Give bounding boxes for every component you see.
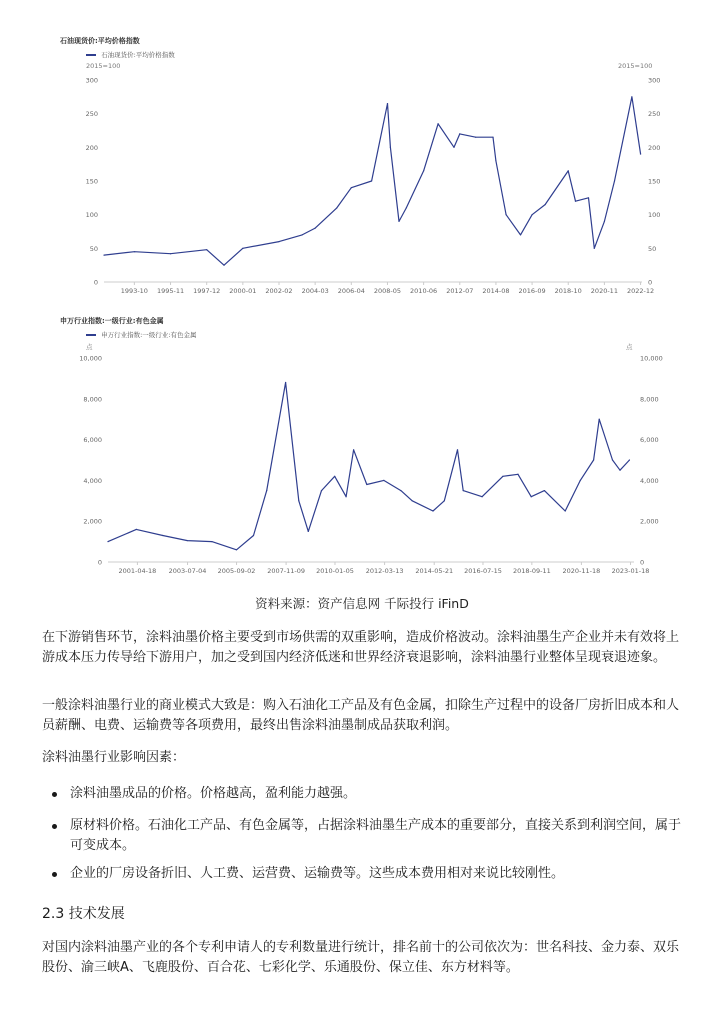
data-point xyxy=(580,480,581,481)
data-point xyxy=(253,535,254,536)
data-point xyxy=(612,459,613,460)
data-point xyxy=(236,549,237,550)
data-point xyxy=(242,248,243,249)
data-point xyxy=(103,254,104,255)
bullet-icon xyxy=(52,792,57,797)
y-tick-label-right: 150 xyxy=(648,177,661,186)
x-tick-label: 2020-11 xyxy=(590,287,618,295)
x-tick-label: 2022-12 xyxy=(626,287,655,295)
list-item xyxy=(42,864,564,884)
list-item xyxy=(42,816,682,856)
data-point xyxy=(345,496,346,497)
data-point xyxy=(351,187,352,188)
data-point xyxy=(170,253,171,254)
data-point xyxy=(321,490,322,491)
data-point xyxy=(423,170,424,171)
paragraph: 在下游销售环节，涂料油墨价格主要受到市场供需的双重影响，造成价格波动。涂料油墨生产企业并未有效将上游成本压力传导给下游用户，加之受到国内经济低迷和世界经济衰退影响，涂料油墨行业整体呈现衰退迹象。 xyxy=(42,630,680,665)
x-tick-label: 2018-09-11 xyxy=(512,567,551,575)
x-tick-label: 2023-01-18 xyxy=(611,567,650,575)
y-tick-label-left: 250 xyxy=(85,110,98,119)
data-point xyxy=(134,251,135,252)
x-tick-label: 2018-10 xyxy=(554,287,582,295)
figure-source: 资料来源：资产信息网 千际投行 iFinD xyxy=(255,596,469,611)
x-tick-label: 2012-07 xyxy=(446,287,474,295)
data-point xyxy=(366,484,367,485)
bullet-icon xyxy=(52,872,57,877)
data-point xyxy=(162,535,163,536)
x-tick-label: 2007-11-09 xyxy=(267,567,305,575)
section-heading: 2.3 技术发展 xyxy=(42,906,125,922)
data-point xyxy=(302,234,303,235)
data-point xyxy=(631,96,632,97)
data-point xyxy=(315,228,316,229)
series-line xyxy=(104,97,641,265)
y-tick-label-right: 100 xyxy=(648,211,661,220)
y-tick-label-right: 0 xyxy=(648,278,653,287)
chart-canvas xyxy=(56,32,668,302)
y-tick-label-left: 100 xyxy=(85,211,98,220)
x-tick-label: 2020-11-18 xyxy=(562,567,601,575)
data-point xyxy=(400,490,401,491)
x-tick-label: 1997-12 xyxy=(193,287,221,295)
y-tick-label-right: 200 xyxy=(648,143,661,152)
data-point xyxy=(211,541,212,542)
y-unit-right: 2015=100 xyxy=(618,62,653,70)
paragraph: 对国内涂料油墨产业的各个专利申请人的专利数量进行统计，排名前十的公司依次为：世名科技、金力泰、双乐股份、渝三峡A、飞鹿股份、百合花、七彩化学、乐通股份、保立佳、东方材料等。 xyxy=(42,940,680,975)
y-tick-label-left: 8,000 xyxy=(83,395,102,404)
y-tick-label-left: 200 xyxy=(85,143,98,152)
data-point xyxy=(593,459,594,460)
paragraph: 一般涂料油墨行业的商业模式大致是：购入石油化工产品及有色金属，扣除生产过程中的设备厂房折旧成本和人员薪酬、电费、运输费等各项费用，最终出售涂料油墨制成品获取利润。 xyxy=(42,698,680,733)
data-point xyxy=(629,459,630,460)
x-tick-label: 2004-03 xyxy=(301,287,329,295)
y-unit-right: 点 xyxy=(626,343,633,351)
data-point xyxy=(604,221,605,222)
x-tick-label: 2016-09 xyxy=(518,287,546,295)
data-point xyxy=(545,204,546,205)
y-tick-label-right: 6,000 xyxy=(640,436,659,445)
y-unit-left: 点 xyxy=(86,343,93,351)
data-point xyxy=(619,470,620,471)
data-point xyxy=(383,480,384,481)
y-tick-label-right: 2,000 xyxy=(640,517,659,526)
x-tick-label: 2006-04 xyxy=(337,287,365,295)
data-point xyxy=(531,214,532,215)
y-tick-label-right: 0 xyxy=(640,558,645,567)
data-point xyxy=(336,207,337,208)
data-point xyxy=(412,500,413,501)
x-tick-label: 2005-09-02 xyxy=(217,567,256,575)
data-point xyxy=(278,241,279,242)
x-tick-label: 2002-02 xyxy=(265,287,293,295)
y-tick-label-left: 6,000 xyxy=(83,436,102,445)
data-point xyxy=(492,137,493,138)
data-point xyxy=(285,382,286,383)
data-point xyxy=(517,474,518,475)
data-point xyxy=(502,476,503,477)
y-tick-label-right: 4,000 xyxy=(640,476,659,485)
y-tick-label-left: 10,000 xyxy=(79,354,102,363)
data-point xyxy=(223,265,224,266)
chart-title: 申万行业指数:一级行业:有色金属 xyxy=(60,317,164,325)
x-tick-label: 2016-07-15 xyxy=(464,567,502,575)
x-tick-label: 2010-06 xyxy=(410,287,438,295)
data-point xyxy=(481,496,482,497)
list-item-text: 企业的厂房设备折旧、人工费、运营费、运输费等。这些成本费用相对来说比较刚性。 xyxy=(70,866,565,881)
y-tick-label-right: 50 xyxy=(648,244,657,253)
list-item xyxy=(42,784,356,804)
data-point xyxy=(387,103,388,104)
data-point xyxy=(575,201,576,202)
y-tick-label-right: 8,000 xyxy=(640,395,659,404)
oil-price-chart xyxy=(56,32,668,302)
legend-label: 申万行业指数:一级行业:有色金属 xyxy=(101,331,197,339)
x-tick-label: 1995-11 xyxy=(156,287,185,295)
data-point xyxy=(459,133,460,134)
data-point xyxy=(444,500,445,501)
data-point xyxy=(475,137,476,138)
data-point xyxy=(308,531,309,532)
data-point xyxy=(353,449,354,450)
data-point xyxy=(463,490,464,491)
series-line xyxy=(108,383,630,550)
data-point xyxy=(568,170,569,171)
y-tick-label-left: 150 xyxy=(85,177,98,186)
data-point xyxy=(398,221,399,222)
y-tick-label-left: 0 xyxy=(97,558,102,567)
x-tick-label: 2012-03-13 xyxy=(365,567,404,575)
data-point xyxy=(298,500,299,501)
chart-canvas xyxy=(56,312,668,582)
data-point xyxy=(406,207,407,208)
legend-label: 石油现货价:平均价格指数 xyxy=(101,51,175,59)
y-tick-label-right: 10,000 xyxy=(640,354,663,363)
data-point xyxy=(594,248,595,249)
data-point xyxy=(505,214,506,215)
x-tick-label: 2010-01-05 xyxy=(316,567,354,575)
data-point xyxy=(495,160,496,161)
x-tick-label: 2014-05-21 xyxy=(415,567,454,575)
paragraph: 涂料油墨行业影响因素： xyxy=(42,750,186,765)
y-tick-label-left: 50 xyxy=(89,244,98,253)
y-tick-label-left: 300 xyxy=(85,76,98,85)
x-tick-label: 2008-05 xyxy=(373,287,402,295)
data-point xyxy=(544,490,545,491)
data-point xyxy=(588,197,589,198)
data-point xyxy=(136,529,137,530)
x-tick-label: 2014-08 xyxy=(482,287,510,295)
data-point xyxy=(520,234,521,235)
data-point xyxy=(457,449,458,450)
chart-title: 石油现货价:平均价格指数 xyxy=(60,37,140,45)
data-point xyxy=(334,476,335,477)
list-item-text: 涂料油墨成品的价格。价格越高，盈利能力越强。 xyxy=(70,786,357,801)
data-point xyxy=(614,180,615,181)
x-tick-label: 1993-10 xyxy=(120,287,148,295)
data-point xyxy=(565,510,566,511)
y-tick-label-left: 0 xyxy=(93,278,98,287)
data-point xyxy=(187,540,188,541)
nonferrous-index-chart xyxy=(56,312,668,582)
data-point xyxy=(453,147,454,148)
x-tick-label: 2003-07-04 xyxy=(168,567,207,575)
y-tick-label-left: 4,000 xyxy=(83,476,102,485)
data-point xyxy=(640,153,641,154)
data-point xyxy=(266,490,267,491)
data-point xyxy=(206,249,207,250)
y-tick-label-right: 300 xyxy=(648,76,661,85)
y-unit-left: 2015=100 xyxy=(86,62,121,70)
bullet-icon xyxy=(52,824,57,829)
data-point xyxy=(437,123,438,124)
y-tick-label-right: 250 xyxy=(648,110,661,119)
data-point xyxy=(432,510,433,511)
x-tick-label: 2000-01 xyxy=(229,287,257,295)
list-item-text: 原材料价格。石油化工产品、有色金属等，占据涂料油墨生产成本的重要部分，直接关系到利润空间，属于可变成本。 xyxy=(70,818,682,853)
data-point xyxy=(531,496,532,497)
data-point xyxy=(107,541,108,542)
x-tick-label: 2001-04-18 xyxy=(118,567,157,575)
data-point xyxy=(390,147,391,148)
y-tick-label-left: 2,000 xyxy=(83,517,102,526)
data-point xyxy=(371,180,372,181)
data-point xyxy=(599,419,600,420)
